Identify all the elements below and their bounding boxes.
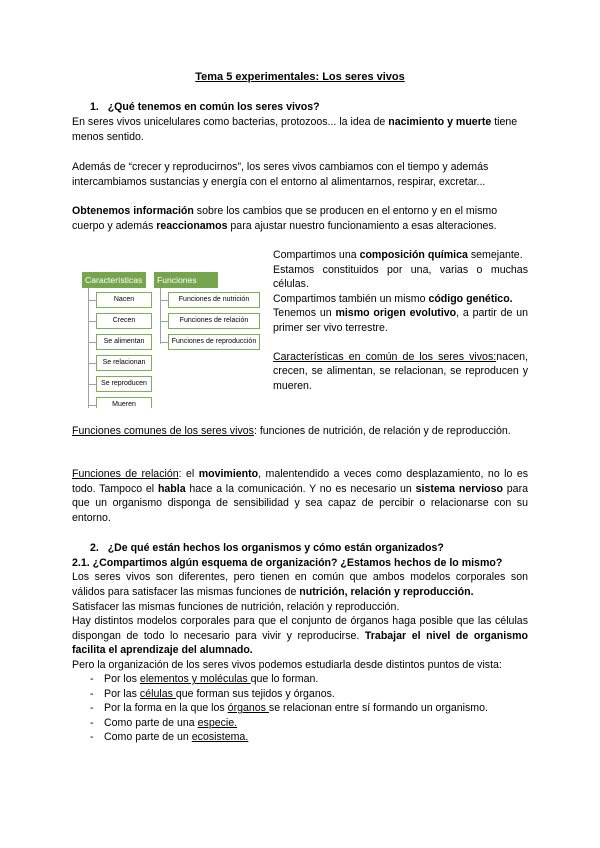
bold-text: Trabajar el nivel de organismo facilita el aprendizaje del alumnado.: [72, 629, 528, 657]
diagram-connector: [88, 342, 96, 343]
text: Por los: [104, 673, 140, 685]
text: Como parte de una: [104, 716, 198, 729]
diagram-connector: [88, 384, 96, 385]
bold-text: nutrición, relación y reproducción.: [299, 585, 474, 598]
right-line-genetic-code: [273, 292, 528, 307]
bold-text: Obtenemos información: [72, 205, 194, 217]
s2-paragraph-1: [72, 570, 528, 599]
diagram-connector: [160, 321, 168, 322]
bold-text: habla: [157, 482, 186, 495]
text: para ajustar nuestro funcionamiento a esas alteraciones.: [227, 219, 497, 232]
s2-paragraph-2: Satisfacer las mismas funciones de nutrición, relación y reproducción.: [72, 601, 400, 613]
diagram-item-nacen: Nacen: [96, 292, 152, 308]
section-1-number: 1.: [90, 101, 99, 113]
section-2-1-heading: 2.1. ¿Compartimos algún esquema de organización? ¿Estamos hechos de lo mismo?: [72, 557, 503, 569]
s1-paragraph-2: Además de “crecer y reproducirnos”, los seres vivos cambiamos con el tiempo y además intercambiamos sustancias y energía con el entorno al alimentarnos, respirar, excretar...: [72, 161, 489, 188]
s2-paragraph-4: Pero la organización de los seres vivos podemos estudiarla desde distintos puntos de vista:: [72, 659, 502, 671]
diagram-item-nutricion: Funciones de nutrición: [168, 292, 260, 308]
diagram-item-mueren: Mueren: [96, 397, 152, 408]
text: Por la forma en la que los: [104, 702, 228, 715]
right-line-cells: Estamos constituidos por una, varias o muchas células.: [273, 263, 528, 291]
section-2-heading: [90, 541, 530, 556]
list-item: [72, 716, 528, 731]
s1-paragraph-4: [72, 424, 528, 439]
diagram-header-functions: Funciones: [154, 272, 218, 288]
text: , malentendido a veces como desplazamiento, no lo es todo. Tampoco el: [72, 468, 529, 495]
underlined-text: órganos: [227, 702, 269, 715]
s1-paragraph-1: [72, 115, 528, 144]
diagram-item-crecen: Crecen: [96, 313, 152, 329]
text: sobre los cambios que se producen en el entorno y en el mismo cuerpo y además: [72, 205, 498, 232]
diagram-connector: [160, 288, 161, 344]
section-1-title: ¿Qué tenemos en común los seres vivos?: [107, 101, 320, 113]
text: se relacionan entre sí formando un organismo.: [268, 702, 488, 715]
section-2-number: 2.: [90, 542, 99, 554]
bold-text: movimiento: [198, 468, 259, 480]
s1-paragraph-5: [72, 467, 528, 525]
page-title: Tema 5 experimentales: Los seres vivos: [195, 71, 405, 83]
list-item: [72, 701, 528, 716]
text: nacen, crecen, se alimentan, se relacionan, se reproducen y mueren.: [273, 350, 528, 392]
text: Compartimos una: [273, 249, 360, 261]
bold-text: nacimiento y muerte: [388, 116, 492, 128]
diagram-item-se-alimentan: Se alimentan: [96, 334, 152, 350]
diagram-connector: [88, 288, 89, 408]
diagram-item-reproduccion: Funciones de reproducción: [168, 334, 260, 350]
right-line-origin: [273, 306, 528, 335]
text: : funciones de nutrición, de relación y de reproducción.: [253, 425, 511, 437]
text: que lo forman.: [250, 673, 319, 685]
bold-text: sistema nervioso: [415, 482, 504, 495]
right-line-composition: [273, 248, 528, 263]
bold-text: composición química: [359, 249, 468, 261]
diagram-item-se-relacionan: Se relacionan: [96, 355, 152, 371]
diagram-connector: [88, 300, 96, 301]
s1-right-column: [273, 248, 528, 393]
diagram-header-characteristics: Características: [82, 272, 146, 288]
underlined-text: células: [139, 687, 176, 700]
diagram-connector: [88, 321, 96, 322]
text: Compartimos también un mismo: [273, 292, 429, 305]
text: Los seres vivos son diferentes, pero tienen en común que ambos modelos corporales son válidos para satisfacer las mismas funciones de: [72, 571, 528, 598]
text: : el: [178, 468, 199, 480]
text: En seres vivos unicelulares como bacterias, protozoos... la idea de: [72, 116, 389, 128]
text: para que un organismo disponga de sensibilidad y sea capaz de percibir o relacionarse con su entorno.: [72, 482, 528, 524]
text: que forman sus tejidos y órganos.: [175, 687, 335, 700]
bold-text: código genético.: [428, 292, 513, 305]
section-2-title: ¿De qué están hechos los organismos y cómo están organizados?: [107, 542, 444, 554]
text: Tenemos un: [273, 307, 336, 320]
underlined-text: Funciones de relación: [72, 468, 179, 480]
list-item: [72, 672, 528, 687]
underlined-text: Características en común de los seres vivos:: [273, 350, 497, 363]
text: Por las: [104, 687, 140, 700]
diagram-connector: [160, 300, 168, 301]
diagram-item-relacion: Funciones de relación: [168, 313, 260, 329]
text: Como parte de un: [104, 731, 192, 744]
bold-text: reaccionamos: [156, 219, 228, 232]
diagram-item-se-reproducen: Se reproducen: [96, 376, 152, 392]
list-item: [72, 687, 528, 702]
text: semejante.: [467, 249, 523, 261]
underlined-text: Funciones comunes de los seres vivos: [72, 425, 254, 437]
s2-paragraph-3: [72, 614, 528, 658]
text: , a partir de un primer ser vivo terrestre.: [273, 307, 528, 334]
text: hace a la comunicación. Y no es necesario un: [185, 482, 416, 495]
section-1-heading: [90, 100, 530, 115]
diagram-connector: [88, 405, 96, 406]
characteristics-diagram: [82, 272, 260, 408]
diagram-connector: [160, 342, 168, 343]
list-item: [72, 730, 528, 745]
text: tiene menos sentido.: [72, 116, 518, 143]
underlined-text: especie.: [197, 716, 238, 729]
underlined-text: elementos y moléculas: [139, 673, 251, 685]
s1-paragraph-3: [72, 204, 528, 233]
bold-text: mismo origen evolutivo: [335, 307, 457, 320]
underlined-text: ecosistema.: [191, 731, 249, 744]
text: Hay distintos modelos corporales para que el conjunto de órganos haga posible que las células dispongan de todo lo necesario para vivir y reproducirse.: [72, 615, 528, 642]
right-line-characteristics: [273, 350, 528, 394]
diagram-connector: [88, 363, 96, 364]
organization-list: [72, 672, 528, 745]
